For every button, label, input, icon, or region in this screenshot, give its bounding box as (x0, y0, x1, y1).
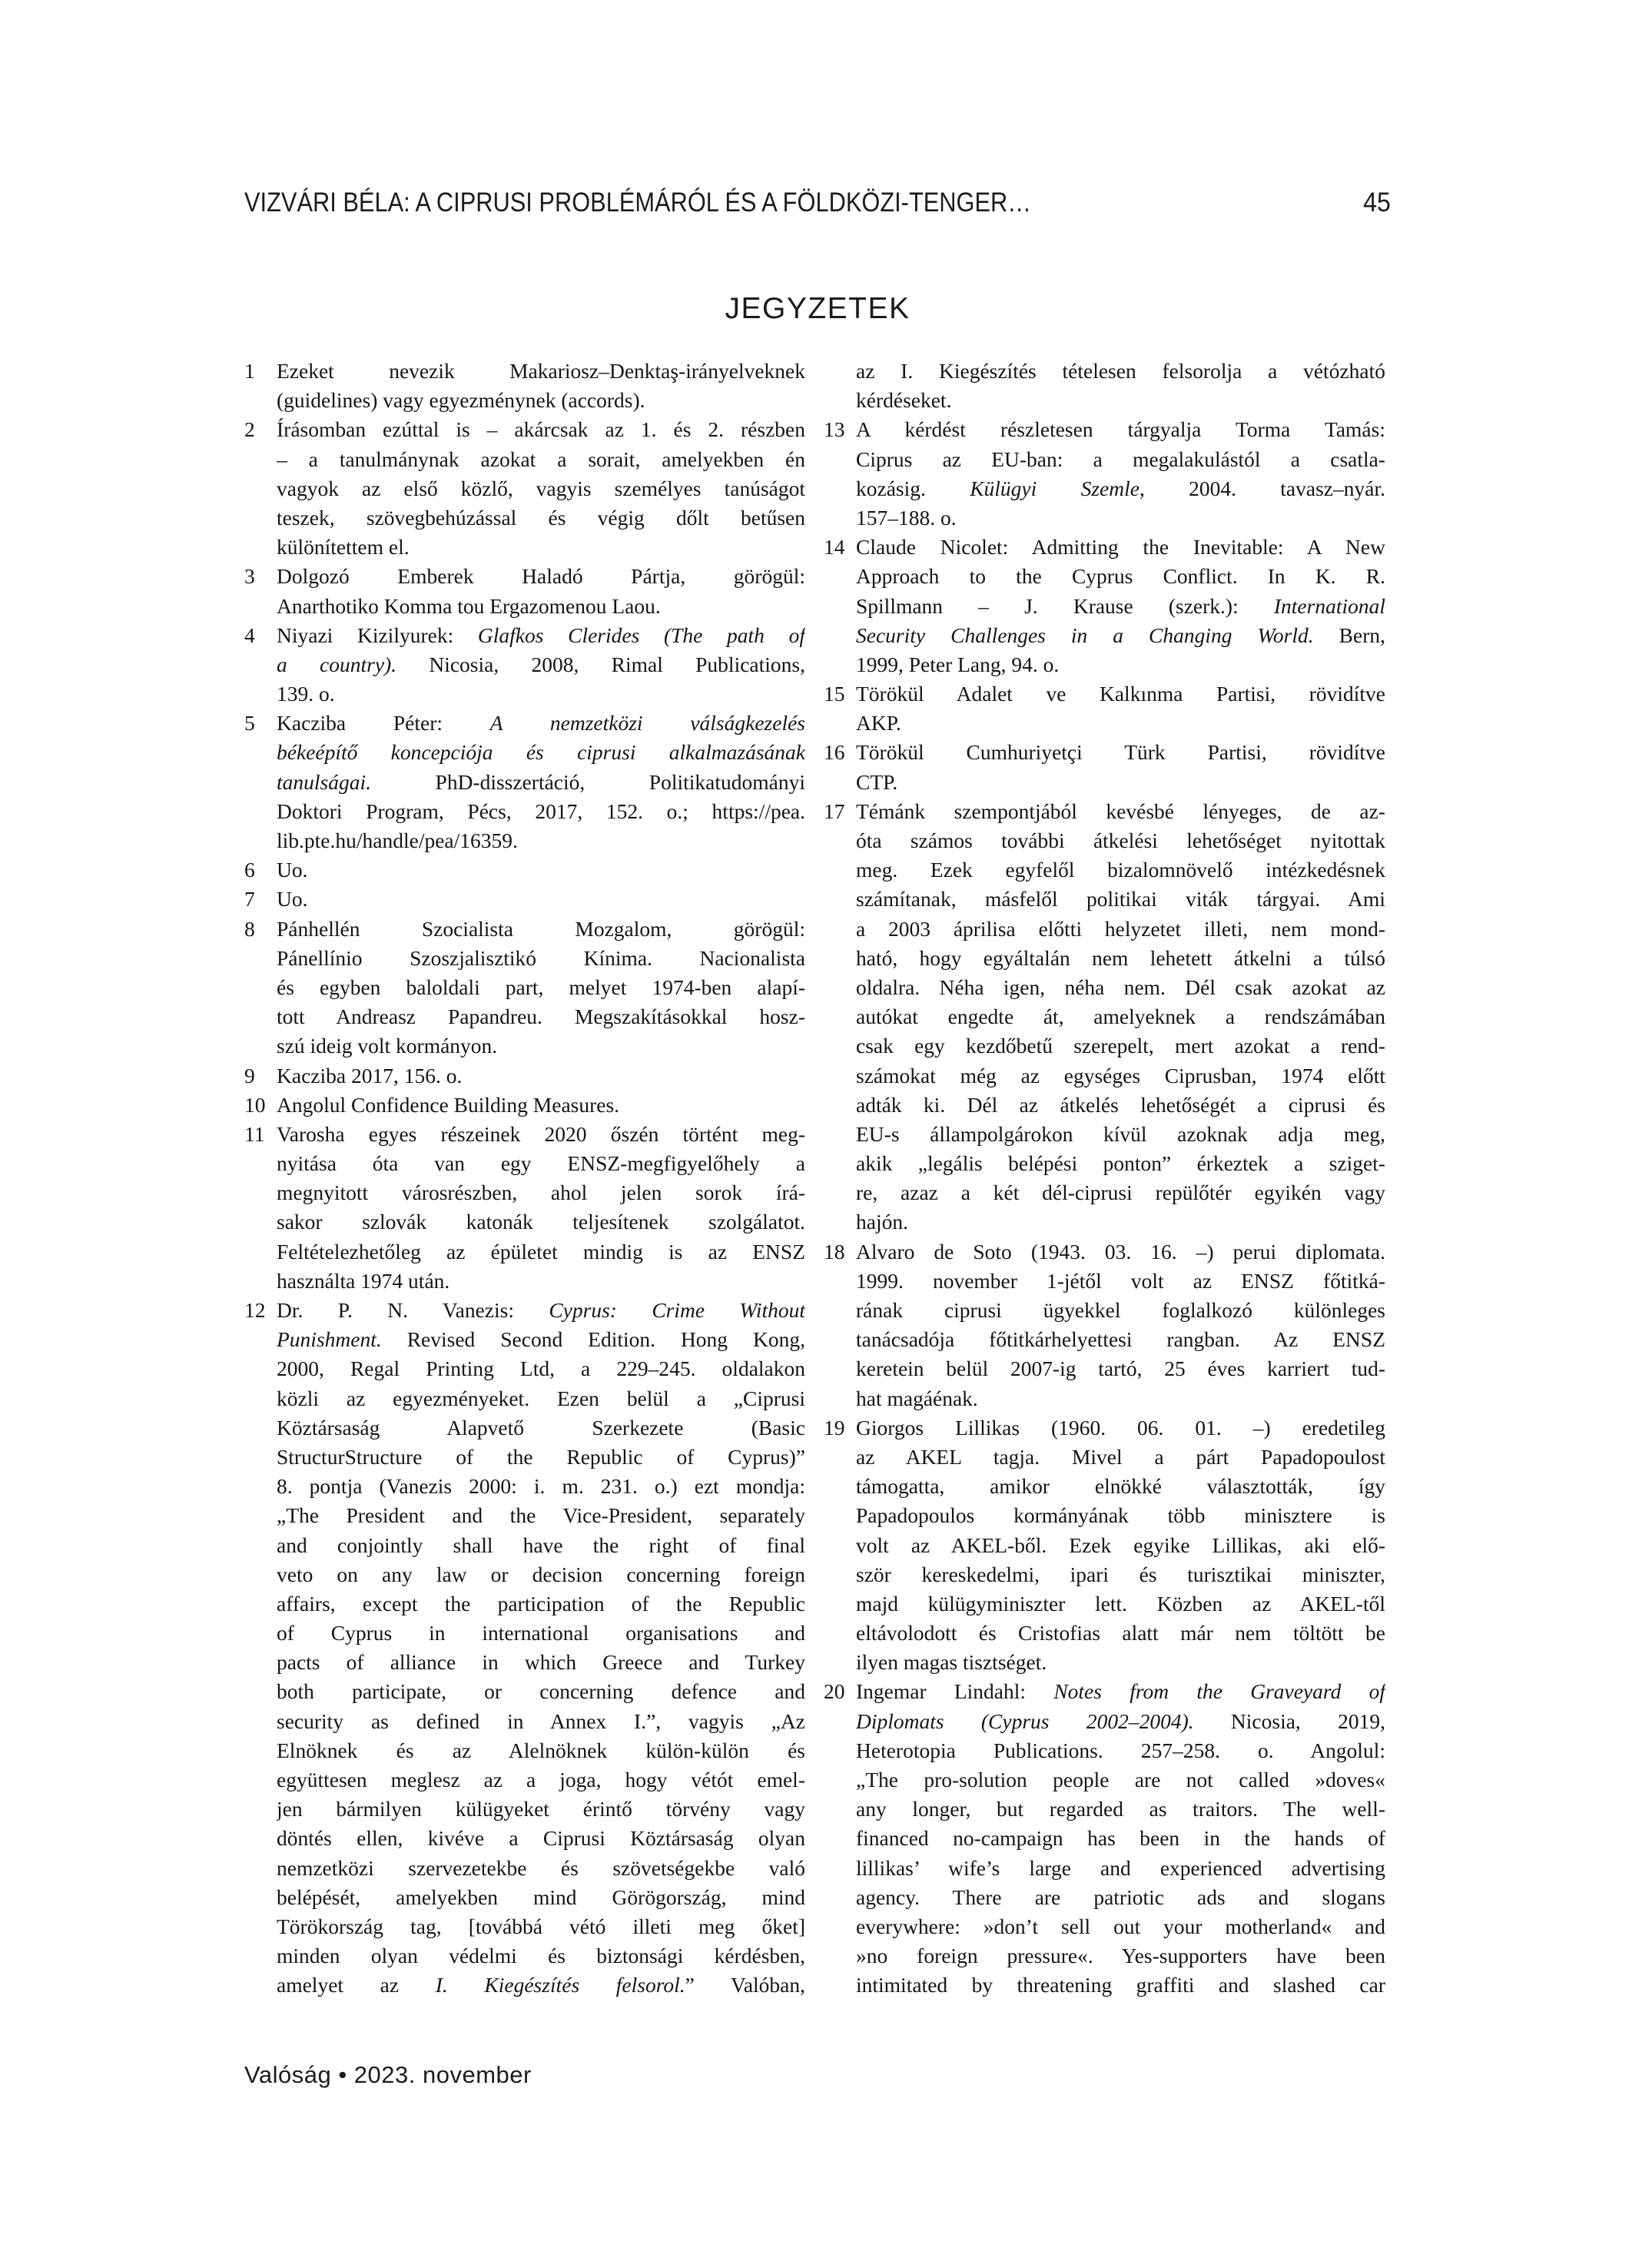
endnote-continuation (824, 357, 1385, 415)
text-segment: kérdéseket. (856, 388, 952, 413)
text-segment: Angolul Confidence Building Measures. (277, 1092, 620, 1117)
endnote-line (856, 562, 1385, 591)
endnote-10 (244, 1091, 805, 1120)
text-segment-italic: tanulságai. (277, 769, 371, 794)
endnote-16 (824, 738, 1385, 796)
endnote-line (856, 1501, 1385, 1530)
endnote-line (856, 1795, 1385, 1824)
endnote-line (856, 1824, 1385, 1853)
endnote-line (856, 1560, 1385, 1589)
endnote-6 (244, 855, 805, 885)
text-segment-italic: I. Kiegészítés felsorol. (435, 1973, 685, 1997)
text-segment: Köztársaság Alapvető Szerkezete (Basic (277, 1415, 805, 1439)
endnote-line (856, 915, 1385, 944)
text-segment: Alvaro de Soto (1943. 03. 16. –) perui diplomata. (856, 1239, 1385, 1264)
endnote-line (856, 1296, 1385, 1325)
endnote-number: 7 (244, 887, 255, 912)
text-segment: Írásomban ezúttal is – akárcsak az 1. és 2. részben (277, 417, 805, 442)
endnote-line (277, 1531, 805, 1560)
text-segment: Ingemar Lindahl: (856, 1679, 1054, 1704)
endnote-13 (824, 415, 1385, 533)
text-segment: Niyazi Kizilyurek: (277, 623, 478, 647)
endnote-line (277, 1619, 805, 1648)
text-segment: Dolgozó Emberek Haladó Pártja, görögül: (277, 564, 805, 589)
text-segment: both participate, or concerning defence and (277, 1679, 805, 1704)
endnote-number: 20 (824, 1679, 845, 1704)
endnote-line (277, 944, 805, 973)
endnote-line (856, 1325, 1385, 1354)
text-segment-italic: Cyprus: Crime Without (549, 1298, 805, 1322)
endnote-line (277, 1237, 805, 1267)
endnote-4 (244, 621, 805, 709)
endnote-line (277, 679, 805, 709)
endnote-19 (824, 1413, 1385, 1678)
text-segment: Kacziba 2017, 156. o. (277, 1063, 463, 1088)
text-segment: majd külügyminiszter lett. Közben az AKEL-től (856, 1591, 1385, 1615)
text-segment: amelyet az (277, 1973, 436, 1997)
endnote-line (856, 738, 1385, 767)
text-segment: döntés ellen, kivéve a Ciprusi Köztársaság olyan (277, 1826, 805, 1851)
text-segment: nemzetközi szervezetekbe és szövetségekbe való (277, 1855, 805, 1880)
text-segment: csak egy kezdőbetű szerepelt, mert azokat a rend- (856, 1034, 1385, 1058)
text-segment: Törökül Adalet ve Kalkınma Partisi, rövidítve (856, 682, 1385, 706)
endnote-line (856, 1267, 1385, 1296)
text-segment: StructurStructure of the Republic of Cyprus)” (277, 1444, 805, 1469)
endnote-line (277, 1149, 805, 1178)
text-segment: pacts of alliance in which Greece and Turkey (277, 1650, 805, 1675)
endnote-line (856, 1002, 1385, 1031)
endnote-line (856, 650, 1385, 679)
endnote-line (277, 1443, 805, 1472)
endnote-line (277, 445, 805, 474)
endnote-number: 4 (244, 623, 255, 647)
endnote-number: 11 (244, 1121, 265, 1146)
text-segment: Témánk szempontjából kevésbé lényeges, de az- (856, 799, 1385, 823)
endnote-line (277, 1267, 805, 1296)
text-segment: and conjointly shall have the right of final (277, 1532, 805, 1557)
text-segment: számítanak, másfelől politikai viták tárgyai. Ami (856, 887, 1385, 912)
endnote-line (856, 826, 1385, 855)
endnote-line (856, 445, 1385, 474)
text-segment: jen bármilyen külügyeket érintő törvény vagy (277, 1797, 805, 1821)
text-segment: Doktori Program, Pécs, 2017, 152. o.; https://pea. (277, 799, 805, 823)
text-segment: Feltételezhetőleg az épületet mindig is az ENSZ (277, 1239, 805, 1264)
text-segment: lillikas’ wife’s large and experienced advertising (856, 1855, 1385, 1880)
endnote-line (277, 973, 805, 1002)
text-segment: „The President and the Vice-President, separately (277, 1503, 805, 1528)
text-segment: az I. Kiegészítés tételesen felsorolja a vétózható (856, 359, 1385, 383)
text-segment: AKP. (856, 711, 901, 736)
endnote-line (856, 1883, 1385, 1912)
text-segment: everywhere: »don’t sell out your motherland« and (856, 1914, 1385, 1938)
text-segment: Approach to the Cyprus Conflict. In K. R. (856, 564, 1385, 589)
text-segment: 157–188. o. (856, 505, 957, 530)
text-segment: Nicosia, 2008, Rimal Publications, (396, 652, 805, 676)
text-segment: adták ki. Dél az átkelés lehetőségét a ciprusi és (856, 1092, 1385, 1117)
endnote-line (856, 1736, 1385, 1765)
text-segment: Elnöknek és az Alelnöknek külön-külön és (277, 1738, 805, 1762)
endnote-line (277, 357, 805, 386)
endnote-line (856, 1619, 1385, 1648)
text-segment: minden olyan védelmi és biztonsági kérdésben, (277, 1944, 805, 1968)
page-number: 45 (1363, 188, 1391, 218)
text-segment: Kacziba Péter: (277, 711, 490, 736)
text-segment: re, azaz a két dél-ciprusi repülőtér egyikén vagy (856, 1180, 1385, 1205)
text-segment: az AKEL tagja. Mivel a párt Papadopoulost (856, 1444, 1385, 1469)
endnote-line (277, 797, 805, 826)
endnote-line (277, 1707, 805, 1736)
text-segment: oldalra. Néha igen, néha nem. Dél csak azokat az (856, 975, 1385, 999)
text-segment-italic: Security Challenges in a Changing World. (856, 623, 1314, 647)
endnote-line (856, 1384, 1385, 1413)
endnote-line (856, 1443, 1385, 1472)
text-segment: Törökül Cumhuriyetçi Türk Partisi, rövidítve (856, 740, 1385, 765)
text-segment: ható, hogy egyáltalán nem lehetett átkelni a túlsó (856, 945, 1385, 970)
text-segment: Anarthotiko Komma tou Ergazomenou Laou. (277, 593, 661, 618)
text-segment: Ciprus az EU-ban: a megalakulástól a csatla- (856, 447, 1385, 471)
endnote-line (856, 1707, 1385, 1736)
text-segment-italic: Glafkos Clerides (The path of (477, 623, 805, 647)
text-segment-italic: Külügyi Szemle (970, 476, 1139, 500)
text-segment-italic: International (1273, 593, 1385, 618)
text-segment: támogatta, amikor elnökké választották, így (856, 1474, 1385, 1499)
endnote-line (277, 1354, 805, 1383)
text-segment: volt az AKEL-ből. Ezek egyike Lillikas, aki elő- (856, 1532, 1385, 1557)
endnote-9 (244, 1061, 805, 1091)
endnote-number: 17 (824, 799, 845, 823)
endnote-line (277, 1296, 805, 1325)
endnote-line (856, 1031, 1385, 1061)
text-segment: Bern, (1313, 623, 1385, 647)
text-segment: 1999. november 1-jétől volt az ENSZ főtitká- (856, 1268, 1385, 1293)
endnote-line (856, 386, 1385, 415)
text-segment: Uo. (277, 858, 308, 882)
endnote-line (856, 709, 1385, 738)
section-title: JEGYZETEK (725, 292, 911, 325)
endnote-line (856, 1472, 1385, 1501)
endnote-line (856, 1854, 1385, 1883)
endnote-line (277, 1971, 805, 2000)
text-segment: a 2003 áprilisa előtti helyzetet illeti, nem mond- (856, 916, 1385, 941)
text-segment: és egyben baloldali part, melyet 1974-ben alapí- (277, 975, 805, 999)
endnote-line (277, 386, 805, 415)
text-segment-italic: Punishment. (277, 1327, 382, 1352)
endnote-number: 14 (824, 535, 845, 560)
notes-column-right (824, 357, 1385, 2001)
text-segment: – a tanulmánynak azokat a sorait, amelyekben én (277, 447, 805, 471)
endnote-line (277, 855, 805, 885)
text-segment: tanácsadója főtitkárhelyettesi rangban. Az ENSZ (856, 1327, 1385, 1352)
text-segment: PhD-disszertáció, Politikatudományi (371, 769, 805, 794)
endnote-number: 12 (244, 1298, 266, 1322)
text-segment: belépését, amelyekben mind Görögország, mind (277, 1884, 805, 1909)
endnote-line (277, 1384, 805, 1413)
endnote-5 (244, 709, 805, 855)
endnote-line (277, 1765, 805, 1795)
endnote-number: 3 (244, 564, 255, 589)
endnote-line (277, 1178, 805, 1207)
text-segment-italic: Diplomats (Cyprus 2002–2004). (856, 1708, 1194, 1733)
endnote-line (277, 1472, 805, 1501)
endnote-number: 15 (824, 682, 845, 706)
endnote-line (277, 826, 805, 855)
text-segment: financed no-campaign has been in the hands of (856, 1826, 1385, 1851)
endnote-line (856, 1589, 1385, 1619)
endnote-line (277, 1854, 805, 1883)
text-segment: Heterotopia Publications. 257–258. o. Angolul: (856, 1738, 1385, 1762)
text-segment: kozásig. (856, 476, 970, 500)
text-segment: nyitása óta van egy ENSZ-megfigyelőhely a (277, 1151, 805, 1176)
text-segment: közli az egyezményeket. Ezen belül a „Ciprusi (277, 1386, 805, 1410)
endnote-17 (824, 797, 1385, 1237)
endnote-line (856, 1120, 1385, 1149)
endnote-line (856, 1765, 1385, 1795)
text-segment: 2000, Regal Printing Ltd, a 229–245. oldalakon (277, 1356, 805, 1381)
text-segment-italic: Notes from the Graveyard of (1053, 1679, 1385, 1704)
endnote-line (277, 1941, 805, 1971)
text-segment: vagyok az első közlő, vagyis személyes tanúságot (277, 476, 805, 500)
endnote-line (856, 1061, 1385, 1091)
text-segment: keretein belül 2007-ig tartó, 25 éves karriert tud- (856, 1356, 1385, 1381)
text-segment: megnyitott városrészben, ahol jelen sorok írá- (277, 1180, 805, 1205)
endnote-line (856, 1677, 1385, 1706)
endnote-line (856, 1207, 1385, 1237)
endnote-line (277, 1912, 805, 1941)
endnote-12 (244, 1296, 805, 2001)
text-segment-italic: A nemzetközi válságkezelés (489, 711, 805, 736)
endnote-2 (244, 415, 805, 562)
text-segment: of Cyprus in international organisations and (277, 1621, 805, 1645)
endnote-line (277, 1589, 805, 1619)
text-segment: szú ideig volt kormányon. (277, 1034, 498, 1058)
text-segment: Pánellínio Szoszjalisztikó Kínima. Nacionalista (277, 945, 805, 970)
text-segment: Giorgos Lillikas (1960. 06. 01. –) eredetileg (856, 1415, 1385, 1439)
endnote-number: 2 (244, 417, 255, 442)
text-segment: Uo. (277, 887, 308, 912)
endnote-number: 16 (824, 740, 845, 765)
endnote-line (277, 1883, 805, 1912)
text-segment: 8. pontja (Vanezis 2000: i. m. 231. o.) ezt mondja: (277, 1474, 805, 1499)
endnote-14 (824, 533, 1385, 679)
text-segment: Revised Second Edition. Hong Kong, (381, 1327, 805, 1352)
endnote-line (856, 1354, 1385, 1383)
text-segment: ilyen magas tisztséget. (856, 1650, 1047, 1675)
endnote-line (277, 1031, 805, 1061)
endnote-line (856, 1941, 1385, 1971)
endnote-line (277, 915, 805, 944)
endnote-line (277, 1091, 805, 1120)
notes-column-left (244, 357, 805, 2001)
endnote-line (856, 474, 1385, 503)
text-segment: 139. o. (277, 682, 335, 706)
text-segment: , 2004. tavasz–nyár. (1139, 476, 1385, 500)
text-segment: számokat még az egységes Ciprusban, 1974 előtt (856, 1063, 1385, 1088)
endnote-line (856, 1091, 1385, 1120)
endnote-line (856, 415, 1385, 444)
text-segment: »no foreign pressure«. Yes-supporters have been (856, 1944, 1385, 1968)
endnote-line (277, 768, 805, 797)
text-segment: Ezeket nevezik Makariosz–Denktaş-irányelveknek (277, 359, 805, 383)
endnote-line (277, 1795, 805, 1824)
text-segment: Varosha egyes részeinek 2020 őszén történt meg- (277, 1121, 805, 1146)
endnote-line (277, 621, 805, 650)
endnote-line (856, 1237, 1385, 1267)
endnote-line (277, 650, 805, 679)
endnote-line (277, 562, 805, 591)
endnote-line (856, 679, 1385, 709)
text-segment: 1999, Peter Lang, 94. o. (856, 652, 1060, 676)
endnote-line (856, 944, 1385, 973)
text-segment: óta számos további átkelési lehetőséget nyitottak (856, 829, 1385, 852)
endnote-line (856, 1971, 1385, 2000)
endnote-number: 9 (244, 1063, 255, 1088)
text-segment: hat magáénak. (856, 1386, 978, 1410)
endnote-line (277, 1501, 805, 1530)
text-segment: ször kereskedelmi, ipari és turisztikai miniszter, (856, 1562, 1385, 1586)
text-segment: rának ciprusi ügyekkel foglalkozó különleges (856, 1298, 1385, 1322)
text-segment: Spillmann – J. Krause (szerk.): (856, 593, 1274, 618)
text-segment: teszek, szövegbehúzással és végig dőlt betűsen (277, 505, 805, 530)
endnote-line (277, 592, 805, 621)
endnote-8 (244, 915, 805, 1061)
text-segment: eltávolodott és Cristofias alatt már nem töltött be (856, 1621, 1385, 1645)
endnote-line (856, 1178, 1385, 1207)
text-segment-italic: a country). (277, 652, 397, 676)
text-segment: tott Andreasz Papandreu. Megszakításokkal hosz- (277, 1004, 805, 1029)
endnote-line (277, 1061, 805, 1091)
endnote-line (856, 1912, 1385, 1941)
text-segment: ” Valóban, (685, 1973, 805, 1997)
endnote-line (277, 1648, 805, 1677)
endnote-number: 10 (244, 1092, 266, 1117)
text-segment: any longer, but regarded as traitors. The well- (856, 1797, 1385, 1821)
endnote-line (856, 973, 1385, 1002)
endnote-line (277, 415, 805, 444)
endnote-line (277, 533, 805, 562)
text-segment: akik „legális belépési ponton” érkeztek a sziget- (856, 1151, 1385, 1176)
text-segment: Dr. P. N. Vanezis: (277, 1298, 549, 1322)
endnote-line (277, 1736, 805, 1765)
endnote-11 (244, 1120, 805, 1296)
endnote-line (277, 1325, 805, 1354)
endnote-3 (244, 562, 805, 620)
text-segment: Nicosia, 2019, (1193, 1708, 1385, 1733)
text-segment-italic: békeépítő koncepciója és ciprusi alkalmazásának (277, 740, 805, 765)
endnote-number: 13 (824, 417, 845, 442)
text-segment: affairs, except the participation of the Republic (277, 1591, 805, 1615)
endnote-line (856, 885, 1385, 914)
text-segment: használta 1974 után. (277, 1268, 450, 1293)
endnote-15 (824, 679, 1385, 738)
text-segment: autókat engedte át, amelyeknek a rendszámában (856, 1004, 1385, 1029)
endnote-line (277, 1677, 805, 1706)
endnote-number: 6 (244, 858, 255, 882)
endnote-line (277, 738, 805, 767)
text-segment: lib.pte.hu/handle/pea/16359. (277, 829, 518, 852)
endnote-line (277, 1120, 805, 1149)
endnote-line (856, 503, 1385, 533)
endnote-number: 1 (244, 359, 255, 383)
endnote-number: 8 (244, 916, 255, 941)
endnote-line (277, 885, 805, 914)
text-segment: különítettem el. (277, 535, 410, 560)
text-segment: veto on any law or decision concerning foreign (277, 1562, 805, 1586)
endnote-20 (824, 1677, 1385, 2000)
endnote-1 (244, 357, 805, 415)
text-segment: security as defined in Annex I.”, vagyis „Az (277, 1708, 805, 1733)
text-segment: EU-s állampolgárokon kívül azoknak adja meg, (856, 1121, 1385, 1146)
endnote-line (856, 768, 1385, 797)
text-segment: Claude Nicolet: Admitting the Inevitable: A New (856, 535, 1385, 560)
endnote-line (856, 1648, 1385, 1677)
endnote-line (856, 1413, 1385, 1443)
text-segment: Papadopoulos kormányának több minisztere is (856, 1503, 1385, 1528)
text-segment: Pánhellén Szocialista Mozgalom, görögül: (277, 916, 805, 941)
endnote-line (277, 474, 805, 503)
endnote-line (277, 1824, 805, 1853)
endnote-number: 18 (824, 1239, 845, 1264)
endnote-line (856, 621, 1385, 650)
endnote-7 (244, 885, 805, 914)
journal-footer: Valóság • 2023. november (244, 2061, 532, 2088)
text-segment: CTP. (856, 769, 898, 794)
endnote-line (277, 1002, 805, 1031)
endnote-line (856, 357, 1385, 386)
running-header-title: VIZVÁRI BÉLA: A CIPRUSI PROBLÉMÁRÓL ÉS A FÖLDKÖZI-TENGER… (244, 188, 1032, 218)
endnote-line (277, 1207, 805, 1237)
text-segment: agency. There are patriotic ads and slogans (856, 1884, 1385, 1909)
endnote-line (277, 1560, 805, 1589)
endnote-18 (824, 1237, 1385, 1413)
text-segment: (guidelines) vagy egyezménynek (accords). (277, 388, 645, 413)
endnote-line (277, 503, 805, 533)
endnote-line (277, 1413, 805, 1443)
text-segment: „The pro-solution people are not called »doves« (856, 1768, 1385, 1791)
endnote-line (277, 709, 805, 738)
endnote-number: 5 (244, 711, 255, 736)
text-segment: Törökország tag, [továbbá vétó illeti meg őket] (277, 1914, 805, 1938)
endnote-line (856, 855, 1385, 885)
text-segment: intimitated by threatening graffiti and slashed car (856, 1973, 1385, 1997)
endnote-line (856, 533, 1385, 562)
text-segment: hajón. (856, 1210, 908, 1234)
running-header (244, 188, 1391, 218)
endnote-number: 19 (824, 1415, 845, 1439)
text-segment: meg. Ezek egyfelől bizalomnövelő intézkedésnek (856, 858, 1385, 882)
text-segment: A kérdést részletesen tárgyalja Torma Tamás: (856, 417, 1385, 442)
text-segment: sakor szlovák katonák teljesítenek szolgálatot. (277, 1210, 805, 1234)
endnote-line (856, 797, 1385, 826)
endnote-line (856, 1531, 1385, 1560)
endnote-line (856, 1149, 1385, 1178)
endnote-line (856, 592, 1385, 621)
text-segment: együttesen meglesz az a joga, hogy vétót emel- (277, 1768, 805, 1791)
